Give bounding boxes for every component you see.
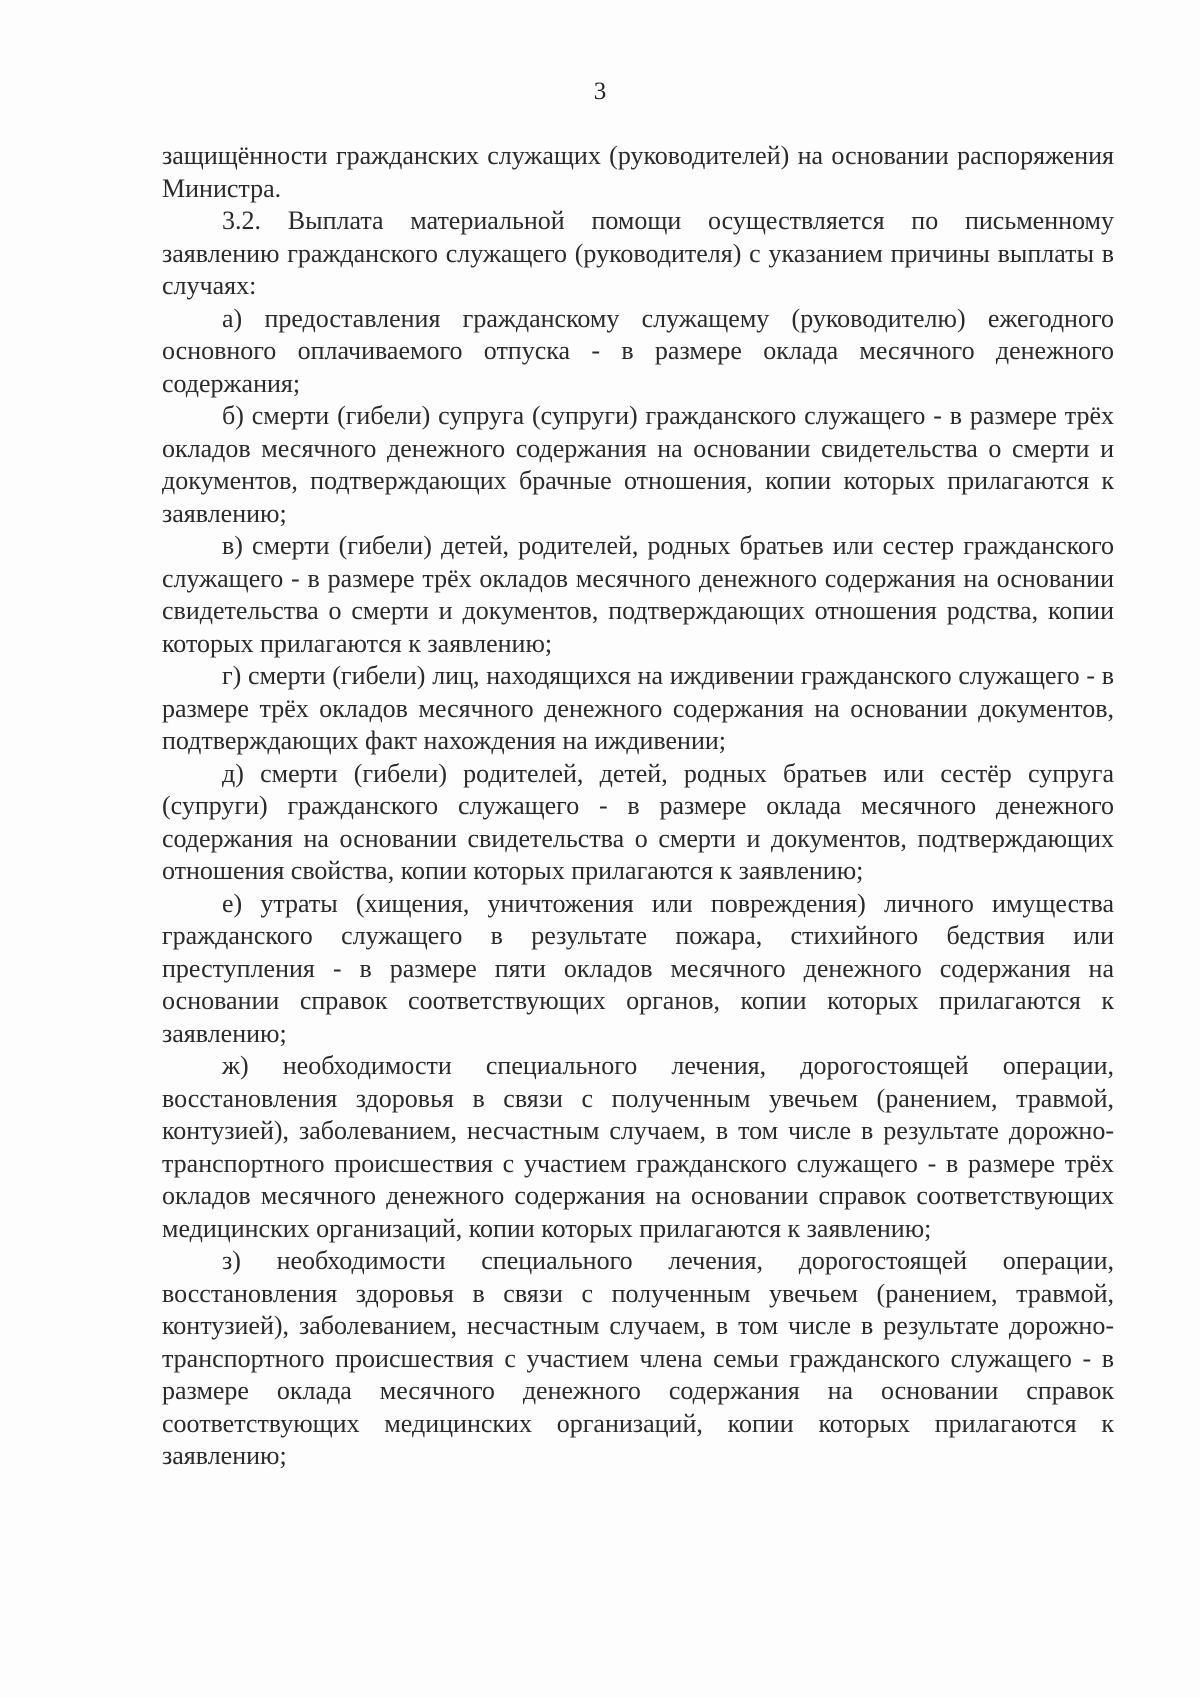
list-item-b: б) смерти (гибели) супруга (супруги) гражданского служащего - в размере трёх окладов месячного денежного содержания на основании свидетельства о смерти и документов, подтверждающих брачные отношения, копии которых прилагаются к заявлению; — [162, 401, 1114, 528]
document-body — [162, 140, 1114, 1473]
list-item-zh: ж) необходимости специального лечения, дорогостоящей операции, восстановления здоровья в связи с полученным увечьем (ранением, травмой, контузией), заболеванием, несчастным случаем, в том числе в результате дорожно-транспортного происшествия с участием гражданского служащего - в размере трёх окладов месячного денежного содержания на основании справок соответствующих медицинских организаций, копии которых прилагаются к заявлению; — [162, 1051, 1114, 1243]
paragraph-3-2: 3.2. Выплата материальной помощи осуществляется по письменному заявлению гражданского служащего (руководителя) с указанием причины выплаты в случаях: — [162, 206, 1114, 300]
list-item-e: е) утраты (хищения, уничтожения или повреждения) личного имущества гражданского служащего в результате пожара, стихийного бедствия или преступления - в размере пяти окладов месячного денежного содержания на основании справок соответствующих органов, копии которых прилагаются к заявлению; — [162, 888, 1114, 1048]
list-item-g: г) смерти (гибели) лиц, находящихся на иждивении гражданского служащего - в размере трёх окладов месячного денежного содержания на основании документов, подтверждающих факт нахождения на иждивении; — [162, 661, 1114, 755]
paragraph-continuation: защищённости гражданских служащих (руководителей) на основании распоряжения Министра. — [162, 141, 1114, 203]
page-number: 3 — [593, 78, 607, 105]
list-item-v: в) смерти (гибели) детей, родителей, родных братьев или сестер гражданского служащего - в размере трёх окладов месячного денежного содержания на основании свидетельства о смерти и документов, подтверждающих отношения родства, копии которых прилагаются к заявлению; — [162, 531, 1114, 658]
list-item-a: а) предоставления гражданскому служащему (руководителю) ежегодного основного оплачиваемого отпуска - в размере оклада месячного денежного содержания; — [162, 303, 1114, 398]
list-item-z: з) необходимости специального лечения, дорогостоящей операции, восстановления здоровья в связи с полученным увечьем (ранением, травмой, контузией), заболеванием, несчастным случаем, в том числе в результате дорожно-транспортного происшествия с участием члена семьи гражданского служащего - в размере оклада месячного денежного содержания на основании справок соответствующих медицинских организаций, копии которых прилагаются к заявлению; — [162, 1246, 1114, 1470]
list-item-d: д) смерти (гибели) родителей, детей, родных братьев или сестёр супруга (супруги) гражданского служащего - в размере оклада месячного денежного содержания на основании свидетельства о смерти и документов, подтверждающих отношения свойства, копии которых прилагаются к заявлению; — [162, 758, 1114, 885]
